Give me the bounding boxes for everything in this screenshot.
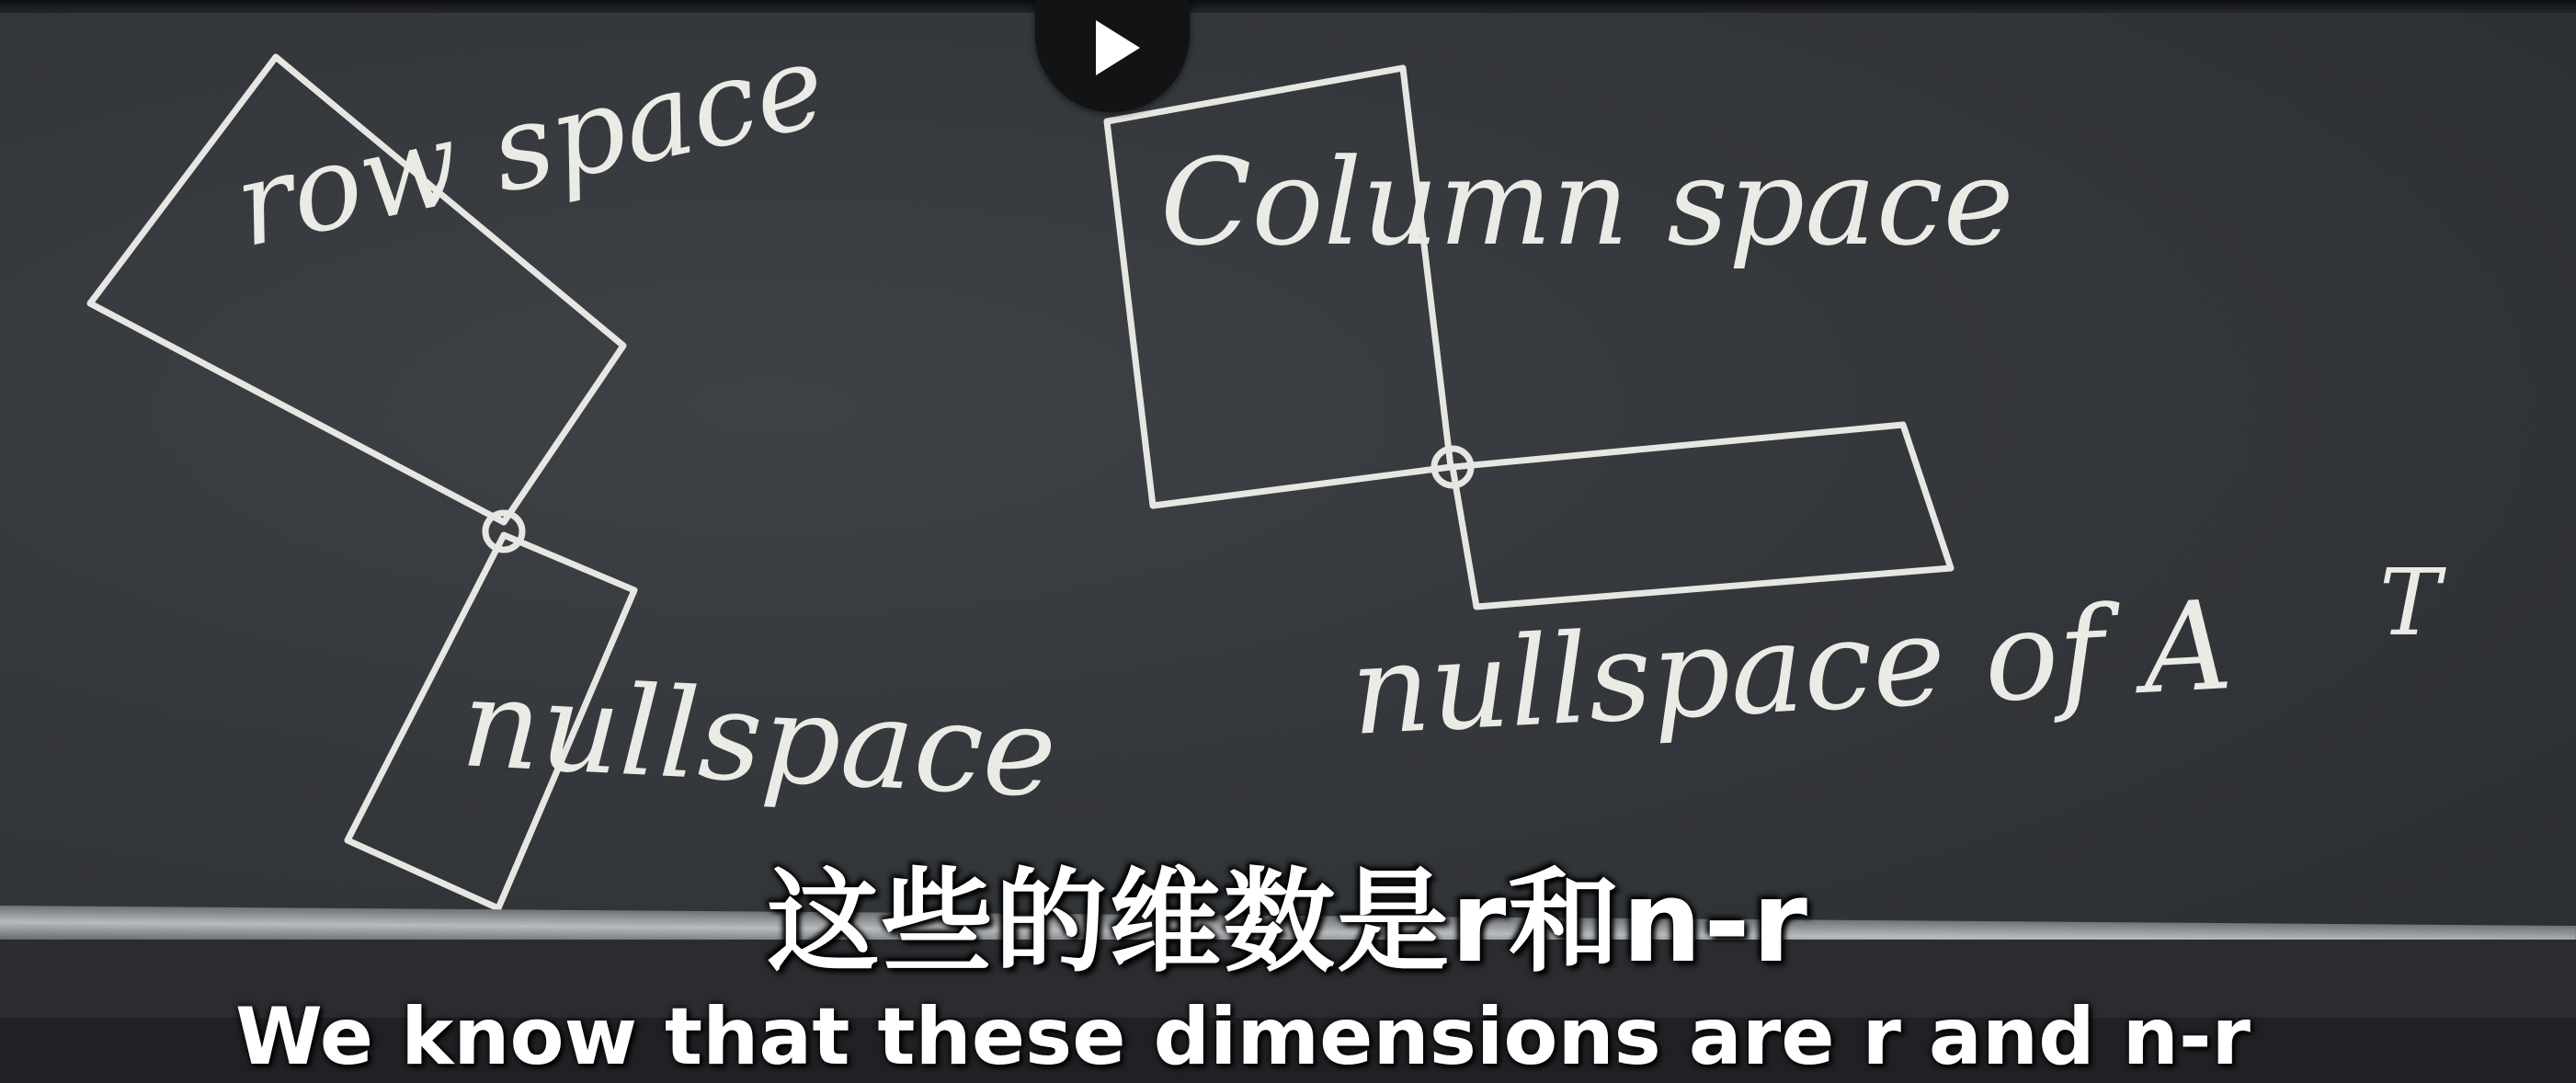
transpose-superscript: T: [2379, 549, 2441, 656]
column-space-label: Column space: [1160, 132, 2014, 272]
row-space-label: row space: [223, 17, 837, 274]
subtitle-chinese: 这些的维数是r和n-r: [767, 857, 1809, 987]
left-nullspace-box: [1453, 425, 1951, 607]
play-icon: [1096, 20, 1140, 75]
nullspace-label: nullspace: [458, 651, 1060, 826]
left-nullspace-label: nullspace of A: [1347, 573, 2236, 763]
subtitle-english: We know that these dimensions are r and n-r: [235, 991, 2251, 1083]
